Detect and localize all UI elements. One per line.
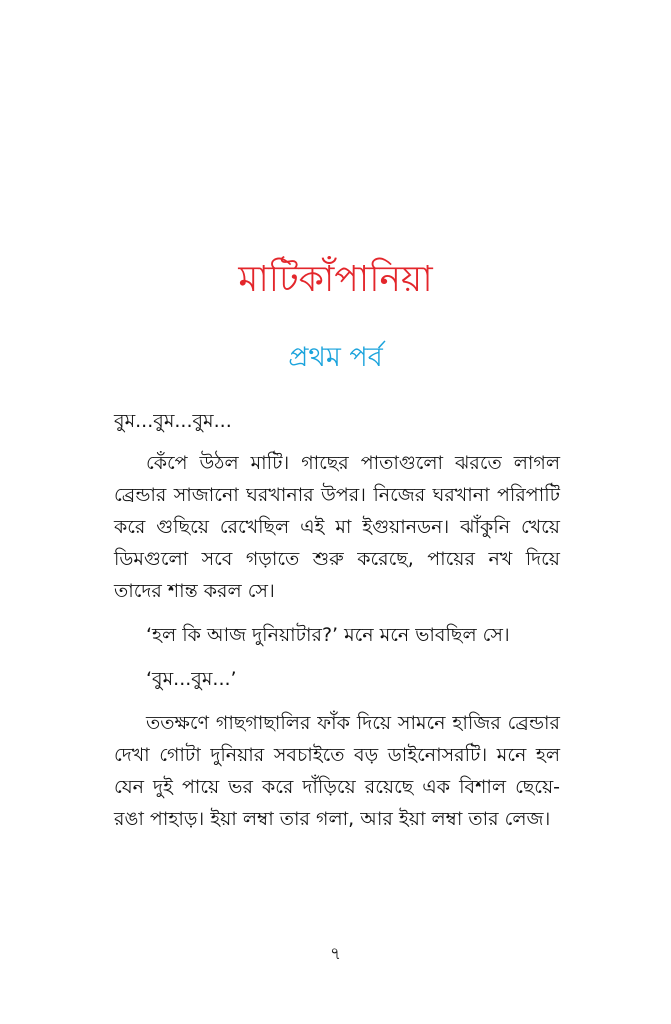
story-paragraph: বুম...বুম...বুম... (114, 410, 232, 432)
story-text (114, 405, 560, 847)
story-paragraph: কেঁপে উঠল মাটি। গাছের পাতাগুলো ঝরতে লাগল ব্রেন্ডার সাজানো ঘরখানার উপর। নিজের ঘরখানা পরিপাটি করে গুছিয়ে রেখেছিল এই মা ইগুয়ানডন। ঝাঁকুনি খেয়ে ডিমগুলো সবে গড়াতে শুরু করেছে, পায়ের নখ দিয়ে তাদের শান্ত করল সে। (114, 452, 560, 602)
story-paragraph: ‘বুম...বুম...’ (146, 668, 237, 690)
story-paragraph: ‘হল কি আজ দুনিয়াটার?’ মনে মনে ভাবছিল সে। (146, 624, 510, 646)
chapter-title: মাটিকাঁপানিয়া (238, 259, 433, 300)
story-paragraph: ততক্ষণে গাছগাছালির ফাঁক দিয়ে সামনে হাজির ব্রেন্ডার দেখা গোটা দুনিয়ার সবচাইতে বড় ডাইনোসরটি। মনে হল যেন দুই পায়ে ভর করে দাঁড়িয়ে রয়েছে এক বিশাল ছেয়ে-রঙা পাহাড়। ইয়া লম্বা তার গলা, আর ইয়া লম্বা তার লেজ। (114, 712, 560, 830)
page-number: ৭ (329, 944, 342, 964)
chapter-part-heading: প্রথম পর্ব (288, 342, 383, 373)
